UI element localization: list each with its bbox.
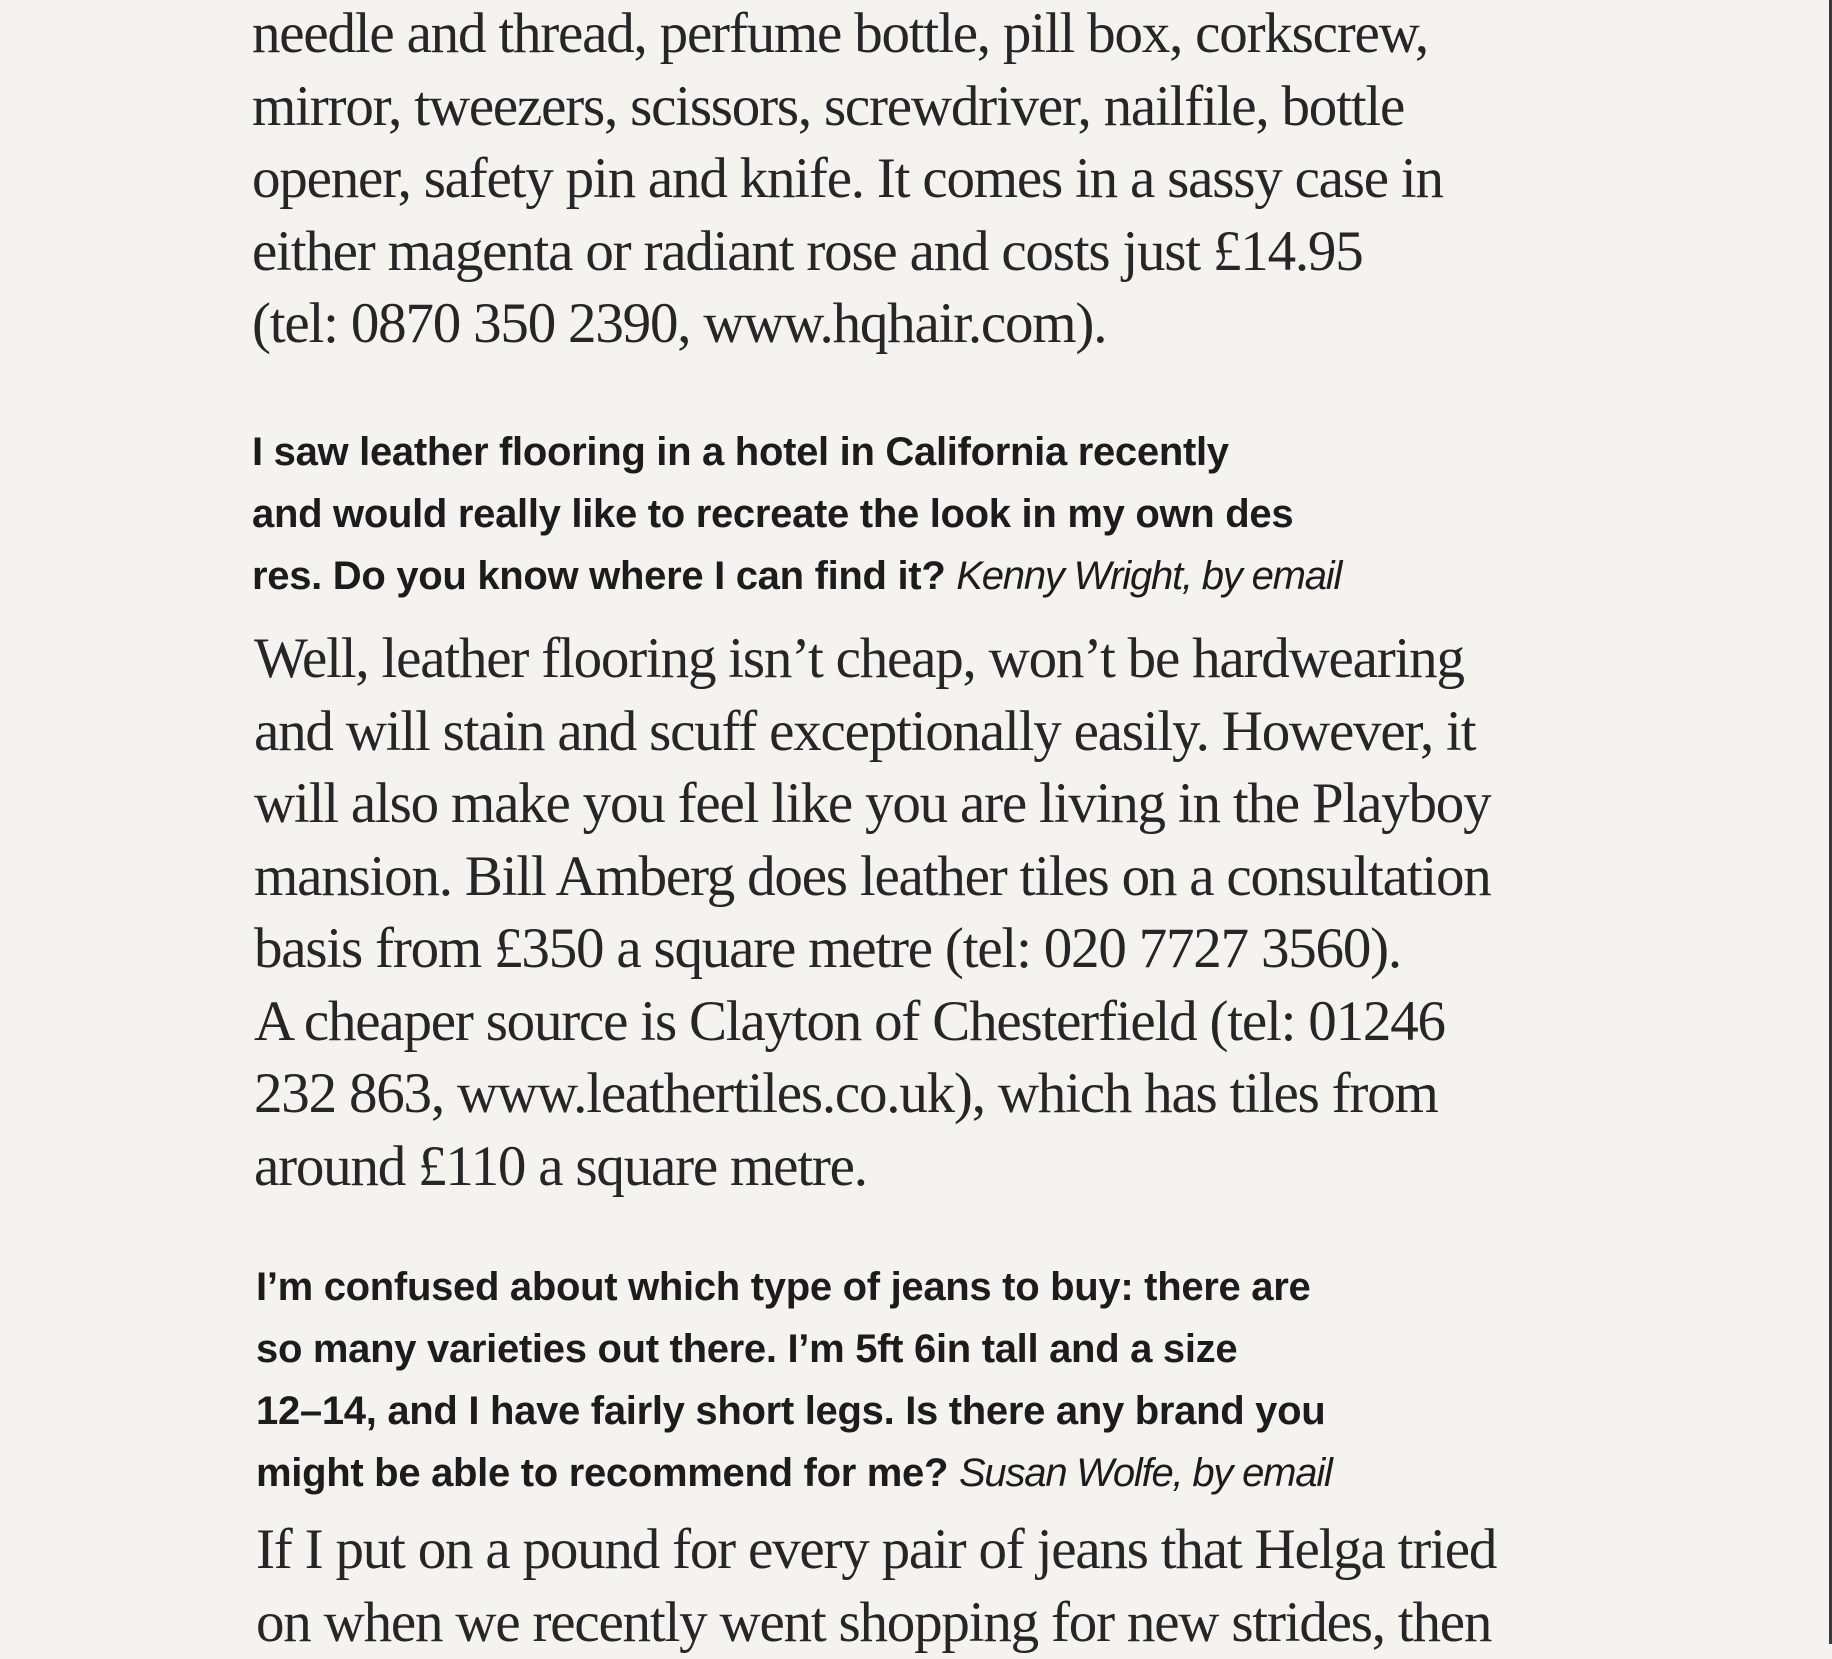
text-line: around £110 a square metre. <box>254 1131 1491 1204</box>
text-line: either magenta or radiant rose and costs just £14.95 <box>252 216 1443 289</box>
question-line: so many varieties out there. I’m 5ft 6in tall and a size <box>256 1318 1332 1380</box>
text-line: (tel: 0870 350 2390, www.hqhair.com). <box>252 288 1443 361</box>
question-line: I saw leather flooring in a hotel in California recently <box>252 421 1341 483</box>
question-line: and would really like to recreate the look in my own des <box>252 483 1341 545</box>
text-line: mirror, tweezers, scissors, screwdriver, nailfile, bottle <box>252 71 1443 144</box>
question-byline: Susan Wolfe, by email <box>959 1451 1332 1495</box>
question-text: might be able to recommend for me? <box>256 1451 948 1495</box>
question-1 <box>252 421 1341 607</box>
question-line: I’m confused about which type of jeans to buy: there are <box>256 1256 1332 1318</box>
text-line: needle and thread, perfume bottle, pill box, corkscrew, <box>252 0 1443 71</box>
text-line: mansion. Bill Amberg does leather tiles on a consultation <box>254 841 1491 914</box>
text-line: If I put on a pound for every pair of jeans that Helga tried <box>256 1514 1496 1587</box>
text-line: basis from £350 a square metre (tel: 020 7727 3560). <box>254 913 1491 986</box>
question-line <box>256 1442 1332 1504</box>
text-line: and will stain and scuff exceptionally easily. However, it <box>254 696 1491 769</box>
intro-paragraph <box>252 0 1443 361</box>
answer-1 <box>254 623 1491 1203</box>
text-line: A cheaper source is Clayton of Chesterfield (tel: 01246 <box>254 986 1491 1059</box>
text-line: Well, leather flooring isn’t cheap, won’t be hardwearing <box>254 623 1491 696</box>
answer-2 <box>256 1514 1496 1659</box>
text-line: opener, safety pin and knife. It comes in a sassy case in <box>252 143 1443 216</box>
question-2 <box>256 1256 1332 1504</box>
question-line: 12–14, and I have fairly short legs. Is there any brand you <box>256 1380 1332 1442</box>
text-line: 232 863, www.leathertiles.co.uk), which has tiles from <box>254 1058 1491 1131</box>
text-line: will also make you feel like you are living in the Playboy <box>254 768 1491 841</box>
question-text: res. Do you know where I can find it? <box>252 554 945 598</box>
question-byline: Kenny Wright, by email <box>956 554 1341 598</box>
question-line <box>252 545 1341 607</box>
text-line: on when we recently went shopping for new strides, then <box>256 1587 1496 1659</box>
